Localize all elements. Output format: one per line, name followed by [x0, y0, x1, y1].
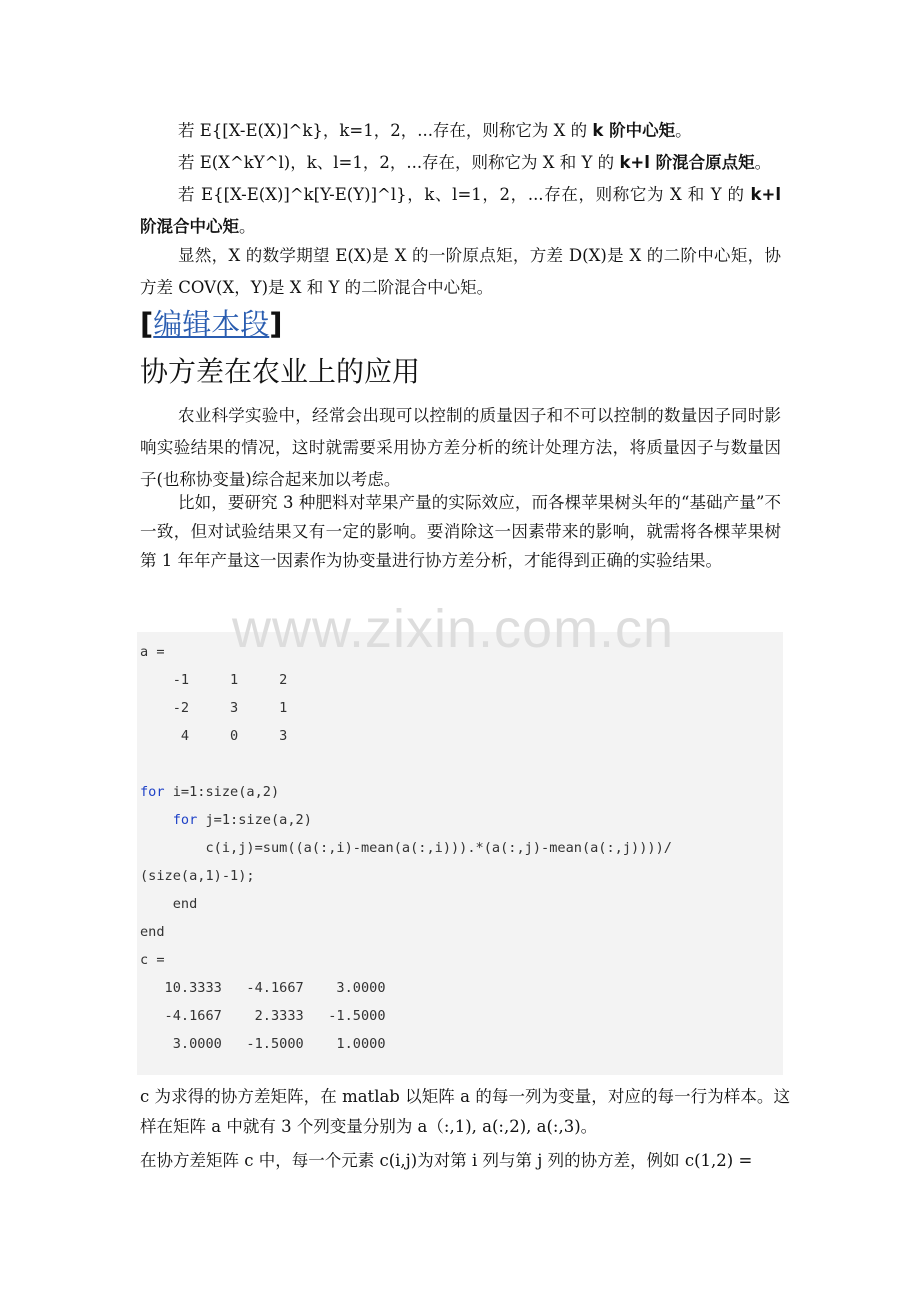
code-keyword: for — [140, 784, 165, 800]
code-line: i=1:size(a,2) — [164, 784, 280, 800]
edit-section-link — [140, 302, 283, 343]
paragraph-apple-example: 比如，要研究 3 种肥料对苹果产量的实际效应，而各棵苹果树头年的“基础产量”不一致，但对试验结果又有一定的影响。要消除这一因素带来的影响，就需将各棵苹果树第 1 年年产量这一因素作为协变量进行协方差分析，才能得到正确的实验结果。 — [140, 493, 781, 570]
code-line: 4 0 3 — [140, 728, 288, 744]
code-text — [137, 632, 783, 1058]
term-mixed-central-moment: k+l 阶混合中心矩 — [140, 185, 781, 236]
text-mixed-origin-moment: 若 E(X^kY^l)，k、l=1，2，...存在，则称它为 X 和 Y 的 — [178, 153, 620, 172]
code-line: -2 3 1 — [140, 700, 288, 716]
code-line: (size(a,1)-1); — [140, 868, 255, 884]
paragraph-mixed-central-moment — [140, 179, 781, 243]
punct: 。 — [754, 153, 772, 172]
code-line: 3.0000 -1.5000 1.0000 — [140, 1036, 386, 1052]
text-central-moment: 若 E{[X-E(X)]^k}，k=1，2，...存在，则称它为 X 的 — [178, 121, 593, 140]
paragraph-matrix-element: 在协方差矩阵 c 中，每一个元素 c(i,j)为对第 i 列与第 j 列的协方差，例如 c(1,2) = — [140, 1151, 753, 1170]
code-line: c(i,j)=sum((a(:,i)-mean(a(:,i))).*(a(:,j)-mean(a(:,j))))/ — [140, 840, 672, 856]
bracket-close: ] — [269, 307, 283, 341]
code-line: end — [140, 924, 165, 940]
code-block — [137, 632, 783, 1075]
code-line: -4.1667 2.3333 -1.5000 — [140, 1008, 386, 1024]
paragraph-central-moment — [140, 115, 781, 147]
code-indent — [140, 812, 173, 828]
term-mixed-origin-moment: k+l 阶混合原点矩 — [619, 153, 755, 172]
paragraph-mixed-origin-moment — [140, 147, 781, 179]
code-line: 10.3333 -4.1667 3.0000 — [140, 980, 386, 996]
punct: 。 — [239, 217, 256, 236]
code-line: end — [140, 896, 198, 912]
code-line: c = — [140, 952, 165, 968]
term-central-moment: k 阶中心矩 — [592, 121, 676, 140]
code-keyword: for — [172, 812, 198, 828]
bracket-open: [ — [140, 307, 154, 341]
section-title: 协方差在农业上的应用 — [140, 355, 421, 388]
code-line: a = — [140, 644, 165, 660]
paragraph-agriculture-intro: 农业科学实验中，经常会出现可以控制的质量因子和不可以控制的数量因子同时影响实验结果的情况，这时就需要采用协方差分析的统计处理方法，将质量因子与数量因子(也称协变量)综合起来加以考虑。 — [140, 406, 781, 489]
paragraph-covariance-matrix: c 为求得的协方差矩阵，在 matlab 以矩阵 a 的每一列为变量，对应的每一行为样本。这样在矩阵 a 中就有 3 个列变量分别为 a（:,1), a(:,2), a(:,3)。 — [140, 1087, 790, 1136]
edit-link[interactable]: 编辑本段 — [153, 307, 270, 341]
text-mixed-central-moment: 若 E{[X-E(X)]^k[Y-E(Y)]^l}，k、l=1，2，...存在，则称它为 X 和 Y 的 — [178, 185, 751, 204]
code-line: -1 1 2 — [140, 672, 288, 688]
watermark: www.zixin.com.cn — [232, 599, 675, 659]
code-line: j=1:size(a,2) — [197, 812, 312, 828]
paragraph-moments-summary: 显然，X 的数学期望 E(X)是 X 的一阶原点矩，方差 D(X)是 X 的二阶中心矩，协方差 COV(X，Y)是 X 和 Y 的二阶混合中心矩。 — [140, 246, 781, 297]
punct: 。 — [675, 121, 692, 140]
